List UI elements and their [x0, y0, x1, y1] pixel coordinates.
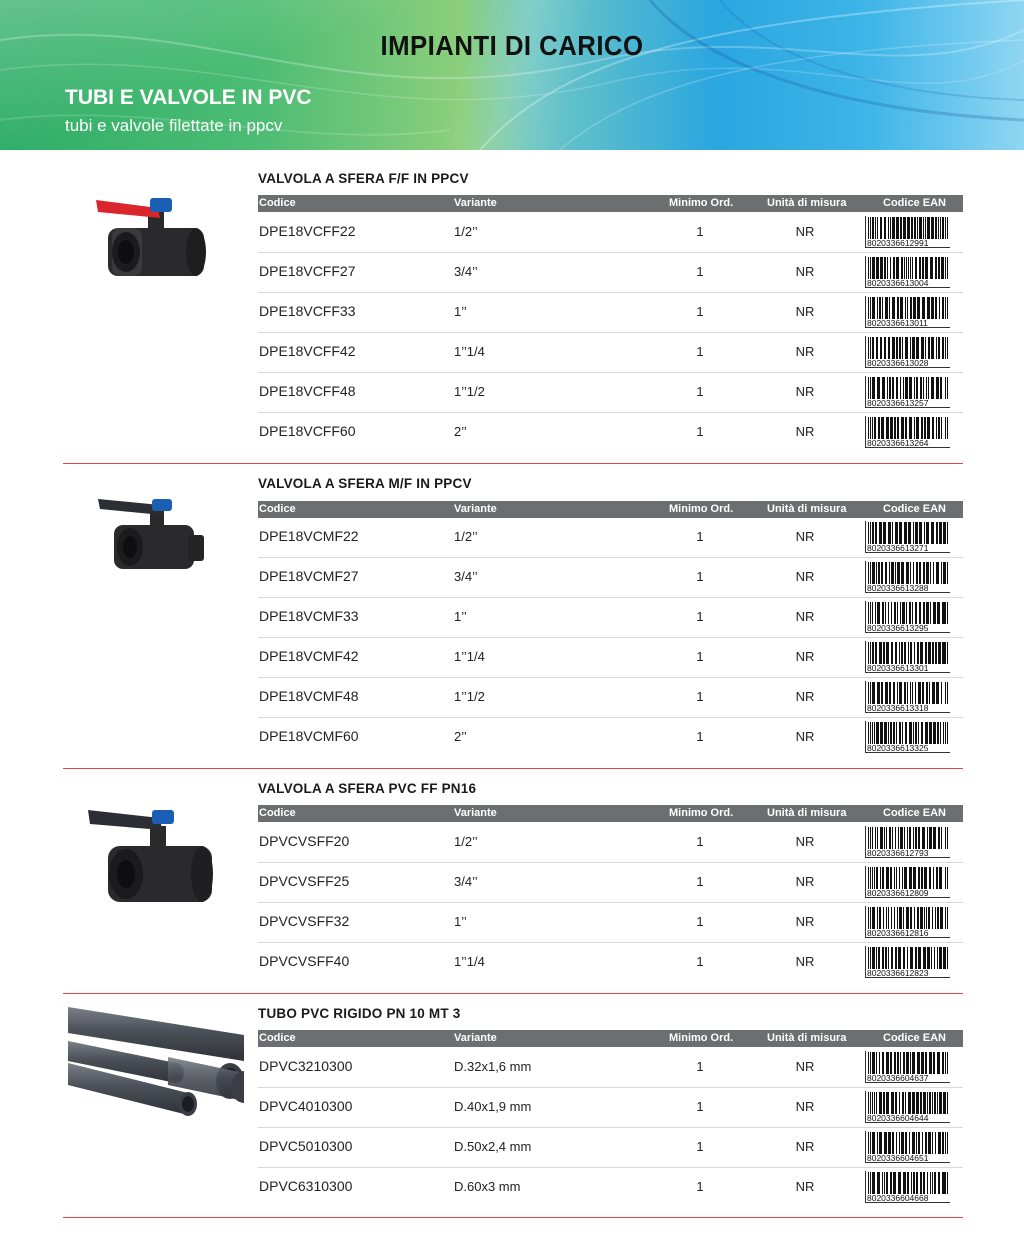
- cell-variant: 3/4’’: [454, 569, 478, 584]
- cell-code: DPE18VCMF42: [259, 648, 359, 664]
- table-row: [258, 412, 963, 452]
- cell-min-order: 1: [696, 649, 704, 664]
- cell-variant: D.60x3 mm: [454, 1179, 521, 1194]
- cell-code: DPVC5010300: [259, 1138, 353, 1154]
- cell-variant: 1’’: [454, 609, 467, 624]
- col-unit-header: Unità di misura: [767, 807, 847, 819]
- col-unit-header: Unità di misura: [767, 197, 847, 209]
- cell-unit: NR: [795, 344, 815, 359]
- table-row: [258, 517, 963, 558]
- col-min-header: Minimo Ord.: [669, 1032, 734, 1044]
- cell-min-order: 1: [696, 914, 704, 929]
- ean-number: 8020336613011: [867, 318, 928, 328]
- ean-number: 8020336604644: [867, 1113, 929, 1123]
- cell-min-order: 1: [696, 264, 704, 279]
- barcode-bars: [868, 522, 948, 544]
- table-row: [258, 252, 963, 293]
- cell-variant: 2’’: [454, 424, 467, 439]
- cell-variant: 1’’: [454, 304, 467, 319]
- cell-unit: NR: [795, 224, 815, 239]
- cell-min-order: 1: [696, 304, 704, 319]
- cell-code: DPE18VCFF33: [259, 303, 356, 319]
- barcode-bars: [868, 217, 948, 239]
- cell-variant: D.50x2,4 mm: [454, 1139, 532, 1154]
- barcode-bars: [868, 562, 948, 584]
- barcode-bars: [868, 602, 948, 624]
- ean-number: 8020336613288: [867, 583, 929, 593]
- ean-barcode: [864, 416, 950, 448]
- ean-barcode: [864, 1051, 950, 1083]
- col-min-header: Minimo Ord.: [669, 197, 734, 209]
- ean-number: 8020336612816: [867, 928, 929, 938]
- cell-unit: NR: [795, 1059, 815, 1074]
- cell-unit: NR: [795, 304, 815, 319]
- cell-unit: NR: [795, 569, 815, 584]
- cell-variant: 3/4’’: [454, 264, 478, 279]
- cell-code: DPE18VCFF42: [259, 343, 356, 359]
- ean-barcode: [864, 336, 950, 368]
- page-title: IMPIANTI DI CARICO: [380, 30, 644, 61]
- cell-variant: D.40x1,9 mm: [454, 1099, 532, 1114]
- cell-code: DPVCVSFF20: [259, 833, 350, 849]
- table-header: [258, 805, 963, 822]
- red-handle-ball-valve-image: [92, 190, 212, 282]
- section-title: VALVOLA A SFERA PVC FF PN16: [258, 781, 477, 796]
- cell-variant: 1’’: [454, 914, 467, 929]
- ean-barcode: [864, 1091, 950, 1123]
- table-row: [258, 1087, 963, 1128]
- cell-code: DPVCVSFF40: [259, 953, 350, 969]
- table-row: [258, 637, 963, 678]
- barcode-bars: [868, 337, 948, 359]
- ean-number: 8020336612793: [867, 848, 929, 858]
- table-row: [258, 557, 963, 598]
- ean-barcode: [864, 601, 950, 633]
- cell-variant: 1/2’’: [454, 224, 478, 239]
- cell-unit: NR: [795, 609, 815, 624]
- section-title: VALVOLA A SFERA F/F IN PPCV: [258, 171, 469, 186]
- table-row: [258, 717, 963, 757]
- cell-variant: 1’’1/2: [454, 384, 485, 399]
- ean-barcode: [864, 906, 950, 938]
- ean-number: 8020336613028: [867, 358, 929, 368]
- barcode-bars: [868, 682, 948, 704]
- barcode-bars: [868, 297, 948, 319]
- cell-code: DPE18VCFF27: [259, 263, 356, 279]
- col-unit-header: Unità di misura: [767, 1032, 847, 1044]
- col-ean-header: Codice EAN: [883, 807, 946, 819]
- pvc-pipes-image: [68, 1003, 244, 1121]
- ean-number: 8020336613264: [867, 438, 929, 448]
- ean-number: 8020336613295: [867, 623, 929, 633]
- ean-number: 8020336604637: [867, 1073, 929, 1083]
- table-row: [258, 1047, 963, 1088]
- cell-unit: NR: [795, 914, 815, 929]
- col-variant-header: Variante: [454, 807, 497, 819]
- cell-min-order: 1: [696, 1099, 704, 1114]
- cell-code: DPE18VCMF27: [259, 568, 359, 584]
- cell-variant: 1’’1/4: [454, 344, 485, 359]
- section-divider: [63, 463, 963, 464]
- ean-number: 8020336613318: [867, 703, 929, 713]
- col-variant-header: Variante: [454, 197, 497, 209]
- cell-code: DPE18VCMF33: [259, 608, 359, 624]
- cell-min-order: 1: [696, 834, 704, 849]
- ean-barcode: [864, 561, 950, 593]
- ean-barcode: [864, 256, 950, 288]
- ean-number: 8020336613271: [867, 543, 929, 553]
- cell-min-order: 1: [696, 874, 704, 889]
- col-code-header: Codice: [259, 1032, 296, 1044]
- col-ean-header: Codice EAN: [883, 1032, 946, 1044]
- cell-min-order: 1: [696, 729, 704, 744]
- cell-code: DPE18VCMF48: [259, 688, 359, 704]
- cell-code: DPE18VCFF60: [259, 423, 356, 439]
- col-ean-header: Codice EAN: [883, 503, 946, 515]
- ean-barcode: [864, 826, 950, 858]
- page-subtitle: TUBI E VALVOLE IN PVC: [65, 86, 312, 109]
- barcode-bars: [868, 642, 948, 664]
- cell-variant: 1/2’’: [454, 834, 478, 849]
- cell-unit: NR: [795, 649, 815, 664]
- cell-min-order: 1: [696, 689, 704, 704]
- ean-number: 8020336612823: [867, 968, 929, 978]
- ean-barcode: [864, 1171, 950, 1203]
- section-title: VALVOLA A SFERA M/F IN PPCV: [258, 476, 472, 491]
- cell-variant: 1/2’’: [454, 529, 478, 544]
- cell-min-order: 1: [696, 384, 704, 399]
- cell-code: DPVCVSFF32: [259, 913, 350, 929]
- ean-barcode: [864, 866, 950, 898]
- barcode-bars: [868, 257, 948, 279]
- cell-unit: NR: [795, 529, 815, 544]
- table-row: [258, 1167, 963, 1207]
- ean-number: 8020336613257: [867, 398, 929, 408]
- pvc-ball-valve-image: [86, 806, 216, 906]
- cell-code: DPE18VCMF60: [259, 728, 359, 744]
- col-ean-header: Codice EAN: [883, 197, 946, 209]
- table-row: [258, 332, 963, 373]
- cell-code: DPE18VCFF22: [259, 223, 356, 239]
- cell-code: DPVC6310300: [259, 1178, 353, 1194]
- ean-barcode: [864, 641, 950, 673]
- table-row: [258, 862, 963, 903]
- ean-barcode: [864, 1131, 950, 1163]
- ean-barcode: [864, 681, 950, 713]
- cell-min-order: 1: [696, 569, 704, 584]
- cell-variant: D.32x1,6 mm: [454, 1059, 532, 1074]
- table-row: [258, 212, 963, 253]
- col-variant-header: Variante: [454, 1032, 497, 1044]
- cell-variant: 1’’1/2: [454, 689, 485, 704]
- cell-unit: NR: [795, 1179, 815, 1194]
- cell-code: DPVC3210300: [259, 1058, 353, 1074]
- cell-min-order: 1: [696, 1139, 704, 1154]
- table-row: [258, 1127, 963, 1168]
- barcode-bars: [868, 417, 948, 439]
- cell-min-order: 1: [696, 529, 704, 544]
- col-variant-header: Variante: [454, 503, 497, 515]
- barcode-bars: [868, 827, 948, 849]
- cell-variant: 1’’1/4: [454, 954, 485, 969]
- ean-barcode: [864, 721, 950, 753]
- barcode-bars: [868, 1092, 948, 1114]
- cell-code: DPVCVSFF25: [259, 873, 350, 889]
- barcode-bars: [868, 907, 948, 929]
- header-banner: [0, 0, 1024, 150]
- cell-code: DPE18VCFF48: [259, 383, 356, 399]
- cell-unit: NR: [795, 954, 815, 969]
- cell-variant: 3/4’’: [454, 874, 478, 889]
- col-code-header: Codice: [259, 503, 296, 515]
- table-row: [258, 942, 963, 982]
- section-divider: [63, 1217, 963, 1218]
- col-code-header: Codice: [259, 197, 296, 209]
- table-header: [258, 1030, 963, 1047]
- cell-unit: NR: [795, 834, 815, 849]
- ean-barcode: [864, 296, 950, 328]
- cell-unit: NR: [795, 729, 815, 744]
- ean-barcode: [864, 376, 950, 408]
- col-unit-header: Unità di misura: [767, 503, 847, 515]
- cell-unit: NR: [795, 689, 815, 704]
- ean-number: 8020336613004: [867, 278, 929, 288]
- cell-variant: 2’’: [454, 729, 467, 744]
- ean-barcode: [864, 216, 950, 248]
- cell-unit: NR: [795, 874, 815, 889]
- ean-number: 8020336613301: [867, 663, 929, 673]
- table-row: [258, 597, 963, 638]
- section-divider: [63, 768, 963, 769]
- cell-min-order: 1: [696, 1179, 704, 1194]
- cell-min-order: 1: [696, 1059, 704, 1074]
- table-row: [258, 292, 963, 333]
- black-handle-ball-valve-image: [96, 495, 216, 575]
- section-divider: [63, 993, 963, 994]
- col-min-header: Minimo Ord.: [669, 503, 734, 515]
- ean-number: 8020336604668: [867, 1193, 929, 1203]
- cell-code: DPE18VCMF22: [259, 528, 359, 544]
- cell-unit: NR: [795, 1139, 815, 1154]
- table-row: [258, 902, 963, 943]
- ean-barcode: [864, 521, 950, 553]
- ean-number: 8020336604651: [867, 1153, 929, 1163]
- cell-min-order: 1: [696, 954, 704, 969]
- barcode-bars: [868, 1172, 948, 1194]
- cell-unit: NR: [795, 424, 815, 439]
- cell-unit: NR: [795, 384, 815, 399]
- table-header: [258, 195, 963, 212]
- cell-unit: NR: [795, 1099, 815, 1114]
- barcode-bars: [868, 1132, 948, 1154]
- ean-barcode: [864, 946, 950, 978]
- barcode-bars: [868, 947, 948, 969]
- barcode-bars: [868, 722, 948, 744]
- barcode-bars: [868, 377, 948, 399]
- cell-min-order: 1: [696, 424, 704, 439]
- cell-code: DPVC4010300: [259, 1098, 353, 1114]
- barcode-bars: [868, 867, 948, 889]
- table-row: [258, 822, 963, 863]
- cell-unit: NR: [795, 264, 815, 279]
- page-subtitle-secondary: tubi e valvole filettate in ppcv: [65, 116, 283, 135]
- ean-number: 8020336612809: [867, 888, 929, 898]
- cell-variant: 1’’1/4: [454, 649, 485, 664]
- table-header: [258, 501, 963, 518]
- section-title: TUBO PVC RIGIDO PN 10 MT 3: [258, 1006, 461, 1021]
- ean-number: 8020336613325: [867, 743, 929, 753]
- barcode-bars: [868, 1052, 948, 1074]
- table-row: [258, 372, 963, 413]
- table-row: [258, 677, 963, 718]
- ean-number: 8020336612991: [867, 238, 929, 248]
- cell-min-order: 1: [696, 344, 704, 359]
- cell-min-order: 1: [696, 224, 704, 239]
- cell-min-order: 1: [696, 609, 704, 624]
- col-min-header: Minimo Ord.: [669, 807, 734, 819]
- col-code-header: Codice: [259, 807, 296, 819]
